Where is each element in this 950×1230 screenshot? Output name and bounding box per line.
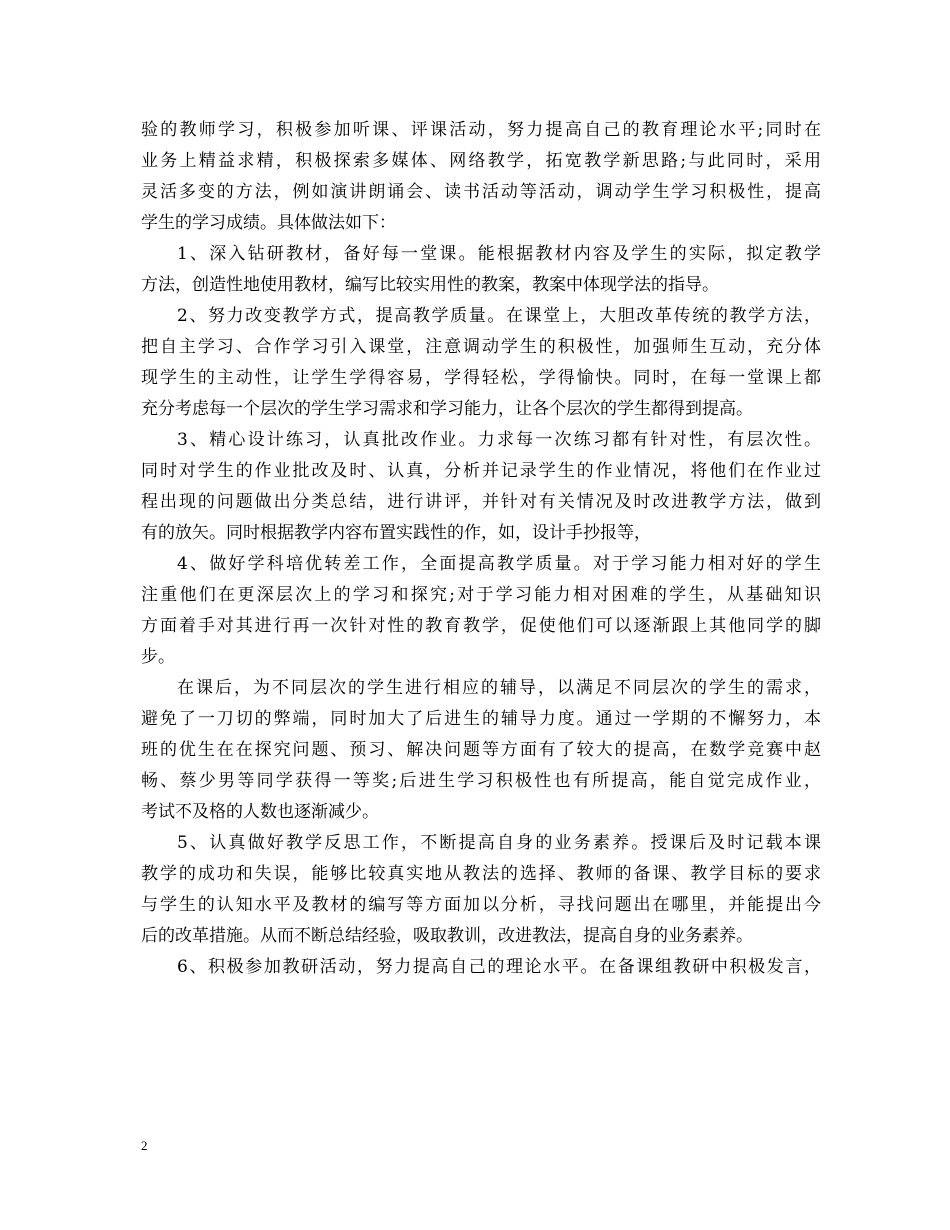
page-number: 2 [141,1138,148,1153]
text-line: 1、深入钻研教材，备好每一堂课。能根据教材内容及学生的实际，拟定教学 [177,244,821,264]
text-line: 有的放矢。同时根据教学内容布置实践性的作，如，设计手抄报等， [141,523,651,543]
text-line: 现学生的主动性，让学生学得容易，学得轻松，学得愉快。同时，在每一堂课上都 [141,368,821,388]
text-line: 5、认真做好教学反思工作，不断提高自身的业务素养。授课后及时记载本课 [177,833,821,853]
text-line: 教学的成功和失误，能够比较真实地从教法的选择、教师的备课、教学目标的要求 [141,864,821,884]
text-line: 考试不及格的人数也逐渐减少。 [141,802,379,822]
text-line: 班的优生在在探究问题、预习、解决问题等方面有了较大的提高，在数学竞赛中赵 [141,740,821,760]
text-line: 畅、蔡少男等同学获得一等奖;后进生学习积极性也有所提高，能自觉完成作业， [141,771,821,791]
text-line: 把自主学习、合作学习引入课堂，注意调动学生的积极性，加强师生互动，充分体 [141,337,821,357]
text-line: 注重他们在更深层次上的学习和探究;对于学习能力相对困难的学生，从基础知识 [141,585,821,605]
text-line: 方法，创造性地使用教材，编写比较实用性的教案，教案中体现学法的指导。 [141,275,719,295]
text-line: 4、做好学科培优转差工作，全面提高教学质量。对于学习能力相对好的学生 [177,554,821,574]
text-line: 灵活多变的方法，例如演讲朗诵会、读书活动等活动，调动学生学习积极性，提高 [141,182,821,202]
text-line: 避免了一刀切的弊端，同时加大了后进生的辅导力度。通过一学期的不懈努力，本 [141,709,821,729]
text-line: 充分考虑每一个层次的学生学习需求和学习能力，让各个层次的学生都得到提高。 [141,399,753,419]
text-line: 与学生的认知水平及教材的编写等方面加以分析，寻找问题出在哪里，并能提出今 [141,895,821,915]
body-text [141,115,821,983]
text-line: 后的改革措施。从而不断总结经验，吸取教训，改进教法，提高自身的业务素养。 [141,926,753,946]
text-line: 同时对学生的作业批改及时、认真，分析并记录学生的作业情况，将他们在作业过 [141,461,821,481]
text-line: 3、精心设计练习，认真批改作业。力求每一次练习都有针对性，有层次性。 [177,430,821,450]
text-line: 学生的学习成绩。具体做法如下： [141,213,396,233]
text-line: 2、努力改变教学方式，提高教学质量。在课堂上，大胆改革传统的教学方法， [177,306,821,326]
text-line: 业务上精益求精，积极探索多媒体、网络教学，拓宽教学新思路;与此同时，采用 [141,151,821,171]
text-line: 程出现的问题做出分类总结，进行讲评，并针对有关情况及时改进教学方法，做到 [141,492,821,512]
text-line: 在课后，为不同层次的学生进行相应的辅导，以满足不同层次的学生的需求， [177,678,821,698]
text-line: 方面着手对其进行再一次针对性的教育教学，促使他们可以逐渐跟上其他同学的脚 [141,616,821,636]
text-line: 步。 [141,647,175,667]
text-line: 6、积极参加教研活动，努力提高自己的理论水平。在备课组教研中积极发言， [177,957,821,977]
text-line: 验的教师学习，积极参加听课、评课活动，努力提高自己的教育理论水平;同时在 [141,120,821,140]
